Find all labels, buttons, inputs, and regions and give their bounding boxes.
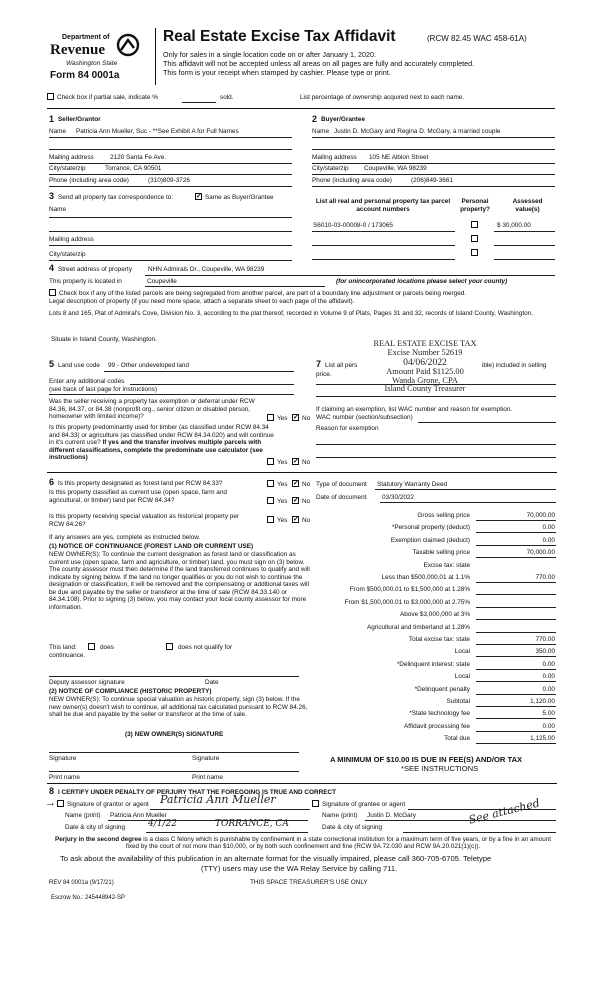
- calc-row-underline: [476, 706, 556, 707]
- buyer-phone-label: Phone (including area code): [312, 177, 392, 184]
- buyer-city-label: City/state/zip: [312, 165, 349, 172]
- underline: [312, 174, 555, 175]
- underline: [49, 217, 292, 218]
- wac-number-label: WAC number (section/subsection): [316, 414, 413, 421]
- grantee-name-label: Name (print): [322, 812, 358, 819]
- underline: [312, 163, 555, 164]
- partial-sold-label: sold.: [220, 94, 234, 101]
- no-label: No: [302, 498, 311, 505]
- section-2-title: Buyer/Grantee: [321, 116, 366, 123]
- stamp-line-4: Amount Paid $1125.00: [386, 366, 464, 376]
- corr-city-label: City/state/zip: [49, 251, 86, 258]
- exemption-question: Was the seller receiving a property tax exemption or deferral under RCW 84.36, 84.37, or 84.38 (nonprofit org., senior citizen or disabled person, homeowner with limited income)?: [49, 398, 255, 421]
- exemption-wac-note: If claiming an exemption, list WAC number and reason for exemption.: [316, 406, 513, 413]
- seller-city-label: City/state/zip: [49, 165, 86, 172]
- stamp-line-3: 04/06/2022: [403, 356, 447, 368]
- section-6-number: 6: [49, 477, 55, 487]
- timber-question: Is this property predominantly used for timber (as classified under RCW 84.34 and 84.33) or agriculture (as classified under RCW 84.34.020) and will continue in it's current use? If yes and the transfer involves multiple parcels with different classifications, complete the predominate use calculator (see instructions): [49, 424, 274, 462]
- timber-yes-checkbox[interactable]: [267, 458, 274, 465]
- grantor-date-city-label: Date & city of signing: [65, 824, 126, 831]
- underline: [312, 245, 455, 246]
- partial-sale-label: Check box if partial sale, indicate %: [57, 94, 158, 101]
- calc-row-underline: [476, 594, 556, 595]
- calc-row-value[interactable]: 70,000.00: [526, 549, 555, 557]
- current-use-no-checkbox[interactable]: [292, 497, 299, 504]
- exemption-no-checkbox[interactable]: [292, 414, 299, 421]
- buyer-name-field[interactable]: Justin D. McGary and Regina D. McGary, a married couple: [334, 128, 501, 135]
- street-address-label: Street address of property: [58, 266, 132, 273]
- buyer-phone-field[interactable]: (206)849-3661: [411, 177, 453, 184]
- section-7-number: 7: [316, 359, 322, 369]
- calc-row-underline: [476, 607, 556, 608]
- escrow-number: Escrow No.: 245448942-SP: [51, 895, 126, 901]
- underline: [49, 163, 292, 164]
- underline: [49, 186, 292, 187]
- partial-sale-checkbox[interactable]: [47, 93, 54, 100]
- forest-yes-checkbox[interactable]: [267, 480, 274, 487]
- underline: [49, 231, 292, 232]
- assessed-value-field[interactable]: $ 30,000.00: [497, 222, 531, 229]
- corr-mail-label: Mailing address: [49, 236, 94, 243]
- calc-row-label: Gross selling price: [417, 512, 470, 519]
- buyer-mail-field[interactable]: 105 NE Albion Street: [369, 154, 429, 161]
- calc-row-underline: [476, 582, 556, 583]
- underline: [49, 137, 292, 138]
- calc-row-label: From $500,000.01 to $1,500,000 at 1.28%: [349, 586, 470, 594]
- continuance-label: continuance.: [49, 652, 86, 659]
- calc-row-underline: [476, 681, 556, 682]
- notice-3-title: (3) NEW OWNER(S) SIGNATURE: [125, 731, 224, 738]
- calc-row-value[interactable]: 770.00: [535, 574, 555, 581]
- buyer-city-field[interactable]: Coupeville, WA 98239: [364, 165, 427, 172]
- personal-property-header: Personal property?: [460, 198, 490, 213]
- calc-row-label: *State technology fee: [409, 710, 470, 718]
- owner-signature-field[interactable]: [49, 752, 299, 753]
- no-label: No: [302, 415, 311, 422]
- calc-row-underline: [476, 545, 556, 546]
- underline: [145, 275, 555, 276]
- notice-1-title: (1) NOTICE OF CONTINUANCE (FOREST LAND OR CURRENT USE): [49, 543, 254, 550]
- calc-row-value[interactable]: 1,120.00: [530, 698, 555, 705]
- stamp-line-2: Excise Number 52619: [387, 347, 463, 357]
- calc-row-underline: [476, 656, 556, 657]
- subtitle-3: This form is your receipt when stamped by cashier. Please type or print.: [163, 68, 391, 77]
- divider: [47, 472, 557, 473]
- calc-row-label: Local: [454, 673, 470, 681]
- calc-row-value[interactable]: 0.00: [542, 536, 555, 544]
- section-2-number: 2: [312, 114, 318, 124]
- correspondence-label: Send all property tax correspondence to:: [58, 194, 174, 201]
- assessed-value-header: Assessed value(s): [512, 198, 543, 213]
- calc-row-label: Excise tax: state: [423, 561, 470, 569]
- ownership-note: List percentage of ownership acquired next to each name.: [300, 94, 465, 101]
- calc-row-underline: [476, 743, 556, 744]
- grantor-name-field[interactable]: Patricia Ann Mueller: [110, 812, 167, 819]
- calc-row-underline: [476, 644, 556, 645]
- located-in-field[interactable]: Coupeville: [147, 278, 177, 285]
- calc-row-label: Affidavit processing fee: [404, 722, 470, 730]
- does-label: does: [100, 644, 114, 651]
- calc-row-value[interactable]: 5.00: [542, 710, 555, 718]
- calc-row-label: Local: [454, 648, 470, 656]
- perjury-warning: Perjury in the second degree is a class C felony which is punishable by confinement in a state correctional institution for a maximum term of five years, or by a fine in an amount fixed by the court of not more than $10,000, or by both such confinement and fine (RCW 9A.72.030 and RCW 9A.20.021(1)(c)).: [55, 836, 551, 851]
- minimum-fee-note: A MINIMUM OF $10.00 IS DUE IN FEE(S) AND/OR TAX: [330, 755, 523, 764]
- grantee-signature-label: Signature of grantee or agent: [322, 801, 406, 808]
- yes-label: Yes: [277, 498, 288, 505]
- segregated-checkbox[interactable]: [49, 289, 56, 296]
- calc-row-label: Taxable selling price: [412, 549, 470, 557]
- forest-no-checkbox[interactable]: [292, 480, 299, 487]
- calc-row-underline: [476, 532, 556, 533]
- rcw-reference: (RCW 82.45 WAC 458-61A): [427, 34, 527, 43]
- revenue-logo-text: Revenue: [50, 42, 105, 58]
- header-divider: [155, 28, 156, 85]
- underline: [312, 231, 455, 232]
- underline: [494, 259, 555, 260]
- notice-1-body: NEW OWNER(S): To continue the current designation as forest land or classification as current use (open space, farm and agriculture, or timber) land, you must sign on (3) below. The county assessor must then determine if the land transferred continues to qualify and will indicate by signing below. If the land no longer qualifies or you do not wish to continue the designation or classification, it will be removed and the compensating or additional taxes will be due and payable by the seller or transferor at the time of sale (RCW 84.33.140 or 84.34.108). Prior to signing (3) below, you may contact your local county assessor for more information.: [49, 551, 310, 611]
- historic-question: Is this property receiving special valuation as historical property per RCW 84.26?: [49, 513, 240, 528]
- availability-line-2: (TTY) users may use the WA Relay Service by calling 711.: [201, 864, 398, 873]
- grantor-name-label: Name (print): [65, 812, 101, 819]
- grantee-name-field[interactable]: Justin D. McGary: [367, 812, 417, 819]
- notice-2-body: NEW OWNER(S): To continue special valuation as historic property, sign (3) below. If the new owner(s) doesn't wish to continue, all additional tax calculated pursuant to RCW 84.26, shall be due and payable by the seller or transferor at the time of sale.: [49, 696, 308, 719]
- arrow-icon: →: [45, 797, 56, 809]
- section-3-number: 3: [49, 191, 55, 201]
- parcel-number-field[interactable]: S6010-03-00008-0 / 173065: [313, 222, 393, 229]
- calc-row-label: Total excise tax: state: [408, 636, 470, 643]
- situate-text: Situate in Island County, Washington.: [51, 336, 157, 343]
- personal-property-checkbox-2[interactable]: [471, 235, 478, 242]
- stamp-line-5: Wanda Grone, CPA: [392, 375, 458, 385]
- deputy-signature-label: Deputy assessor signature: [49, 679, 125, 686]
- exemption-yes-checkbox[interactable]: [267, 414, 274, 421]
- stamp-line-6: Island County Treasurer: [384, 384, 466, 394]
- buyer-name-label: Name: [312, 128, 330, 135]
- does-not-label: does not qualify for: [178, 644, 232, 651]
- calc-row-underline: [476, 731, 556, 732]
- calc-row-value[interactable]: 0.00: [542, 722, 555, 730]
- print-name-label-1: Print name: [49, 774, 80, 781]
- underline: [380, 502, 556, 503]
- perjury-certification: I CERTIFY UNDER PENALTY OF PERJURY THAT THE FOREGOING IS TRUE AND CORRECT: [58, 789, 337, 796]
- underline: [104, 371, 294, 372]
- doc-type-label: Type of document: [316, 481, 367, 488]
- no-label: No: [302, 517, 311, 524]
- calc-row-label: *Delinquent interest: state: [396, 660, 470, 668]
- buyer-mail-label: Mailing address: [312, 154, 357, 161]
- calc-row-label: From $1,500,000.01 to $3,000,000 at 2.75%: [344, 598, 470, 606]
- deputy-signature-field[interactable]: [49, 676, 299, 677]
- underline: [49, 260, 292, 261]
- grantor-signature[interactable]: Patricia Ann Mueller: [160, 793, 276, 806]
- additional-codes-field[interactable]: [130, 384, 294, 385]
- calc-row-value[interactable]: 350.00: [535, 648, 555, 656]
- underline: [312, 137, 555, 138]
- calc-row-label: Total due: [444, 735, 470, 743]
- wac-number-field[interactable]: [418, 422, 556, 423]
- signature-label-1: Signature: [49, 755, 77, 762]
- underline: [316, 444, 556, 445]
- underline: [312, 149, 555, 150]
- historic-yes-checkbox[interactable]: [267, 516, 274, 523]
- notice-2-title: (2) NOTICE OF COMPLIANCE (HISTORIC PROPERTY): [49, 688, 212, 695]
- availability-line-1: To ask about the availability of this publication in an alternate format for the visually impaired, please call 360-705-6705. Teletype: [60, 854, 492, 863]
- signature-label-2: Signature: [192, 755, 220, 762]
- underline: [375, 489, 556, 490]
- forest-question: Is this property designated as forest land per RCW 84.33?: [58, 480, 223, 487]
- calc-row-underline: [476, 669, 556, 670]
- reason-label: Reason for exemption: [316, 425, 379, 432]
- owner-print-name-field[interactable]: [49, 771, 299, 772]
- no-label: No: [302, 459, 311, 466]
- calc-row-value[interactable]: 0.00: [542, 685, 555, 693]
- grantee-date-city-label: Date & city of signing: [322, 824, 383, 831]
- underline: [365, 820, 556, 821]
- additional-codes-note: (see back of last page for instructions): [49, 386, 157, 393]
- underline: [312, 259, 455, 260]
- personal-property-checkbox-1[interactable]: [471, 221, 478, 228]
- divider: [47, 783, 557, 784]
- calc-row-label: *Personal property (deduct): [391, 524, 470, 532]
- subtitle-1: Only for sales in a single location code on or after January 1, 2020.: [163, 50, 376, 59]
- revenue-logo-icon: [115, 33, 141, 57]
- seller-name-label: Name: [49, 128, 67, 135]
- underline: [403, 832, 556, 833]
- calc-row-underline: [476, 619, 556, 620]
- grantor-city-field[interactable]: TORRANCE, CA: [215, 819, 289, 829]
- underline: [316, 457, 556, 458]
- doc-type-field[interactable]: Statutory Warranty Deed: [377, 481, 448, 488]
- timber-question-bold: If yes and the transfer involves multiple parcels with different classifications, complete the predominate use calculator (see instructions): [49, 439, 263, 462]
- underline: [49, 174, 292, 175]
- calc-row-underline: [476, 557, 556, 558]
- underline: [146, 832, 308, 833]
- land-use-field[interactable]: 99 - Other undeveloped land: [108, 362, 190, 369]
- parcel-column-header: List all real and personal property tax parcel account numbers: [315, 198, 451, 213]
- revision-label: REV 84 0001a (9/17/21): [49, 880, 114, 886]
- calc-row-label: Less than $500,000.01 at 1.1%: [381, 574, 470, 581]
- corr-name-label: Name: [49, 206, 67, 213]
- form-number: Form 84 0001a: [50, 70, 120, 81]
- grantor-date-field[interactable]: 4/1/22: [148, 819, 177, 829]
- calc-row-value[interactable]: 70,000.00: [526, 512, 555, 519]
- calc-row-label: Subtotal: [446, 698, 470, 705]
- calc-row-label: Exemption claimed (deduct): [390, 536, 470, 544]
- calc-row-value[interactable]: 1,125.00: [530, 735, 555, 743]
- seller-mail-label: Mailing address: [49, 154, 94, 161]
- calc-row-value[interactable]: 0.00: [542, 673, 555, 681]
- underline: [494, 245, 555, 246]
- stamp-line-1: REAL ESTATE EXCISE TAX: [373, 339, 477, 348]
- personal-property-label-c: price.: [316, 371, 332, 378]
- instructions-note: If any answers are yes, complete as instructed below.: [49, 534, 201, 541]
- land-use-label: Land use code: [58, 362, 100, 369]
- yes-label: Yes: [277, 517, 288, 524]
- located-in-label: This property is located in: [49, 278, 122, 285]
- dept-label: Department of: [62, 34, 110, 41]
- section-1-number: 1: [49, 114, 55, 124]
- no-label: No: [302, 481, 311, 488]
- underline: [316, 396, 556, 397]
- street-address-field[interactable]: NHN Admirals Dr., Coupeville, WA 98239: [148, 266, 265, 273]
- calc-row-label: Above $3,000,000 at 3%: [400, 611, 470, 619]
- calc-row-value[interactable]: 770.00: [535, 636, 555, 643]
- calc-row-underline: [476, 520, 556, 521]
- legal-description-field[interactable]: Lots 8 and 165, Plat of Admiral's Cove, Division No. 3, according to the plat thereof, recorded in Volume 9 of Plats, Pages 31 and 32, records of Island County, Washington.: [49, 310, 533, 317]
- historic-no-checkbox[interactable]: [292, 516, 299, 523]
- yes-label: Yes: [277, 459, 288, 466]
- timber-no-checkbox[interactable]: [292, 458, 299, 465]
- underline: [150, 809, 310, 810]
- underline: [49, 245, 292, 246]
- grantor-sign-marker: [57, 800, 64, 807]
- yes-label: Yes: [277, 415, 288, 422]
- personal-property-label-a: List all pers: [325, 362, 358, 369]
- this-land-label: This land:: [49, 644, 77, 651]
- segregated-label: Check box if any of the listed parcels are being segregated from another parcel, are part of a boundary line adjustment or parcels being merged.: [59, 290, 467, 297]
- underline: [49, 394, 294, 395]
- calc-row-underline: [476, 694, 556, 695]
- doc-date-label: Date of document: [316, 494, 367, 501]
- grantee-signature[interactable]: See attached: [467, 796, 542, 827]
- divider: [47, 108, 555, 109]
- page-title: Real Estate Excise Tax Affidavit: [163, 28, 396, 45]
- yes-label: Yes: [277, 481, 288, 488]
- partial-percent-field[interactable]: [182, 102, 216, 103]
- seller-name-field[interactable]: Patricia Ann Mueller, Suc - **See Exhibit A for Full Names: [76, 128, 239, 135]
- calc-row-label: Agricultural and timberland at 1.28%: [366, 623, 470, 631]
- legal-description-label: Legal description of property (if you need more space, attach a separate sheet to each page of the affidavit).: [49, 298, 355, 305]
- grantee-sign-marker: [312, 800, 319, 807]
- section-4-number: 4: [49, 263, 55, 273]
- treasurer-use-label: THIS SPACE TREASURER'S USE ONLY: [250, 879, 368, 886]
- calc-row-label: *Delinquent penalty: [414, 685, 470, 693]
- seller-phone-label: Phone (including area code): [49, 177, 129, 184]
- seller-mail-field[interactable]: 2120 Santa Fe Ave.: [110, 154, 167, 161]
- calc-row-value[interactable]: 0.00: [542, 660, 555, 668]
- see-instructions-note: *SEE INSTRUCTIONS: [401, 764, 479, 773]
- does-checkbox[interactable]: [88, 643, 95, 650]
- current-use-question: Is this property classified as current use (open space, farm and agricultural, or timber) land per RCW 84.34?: [49, 489, 227, 504]
- section-1-title: Seller/Grantor: [58, 116, 101, 123]
- underline: [494, 231, 555, 232]
- print-name-label-2: Print name: [192, 774, 223, 781]
- underline: [316, 384, 556, 385]
- calc-row-underline: [476, 632, 556, 633]
- doc-date-field[interactable]: 03/30/2022: [382, 494, 414, 501]
- deputy-date-label: Date: [205, 679, 219, 686]
- calc-row-value[interactable]: 0.00: [542, 524, 555, 532]
- current-use-yes-checkbox[interactable]: [267, 497, 274, 504]
- underline: [145, 286, 325, 287]
- grantor-signature-label: Signature of grantor or agent: [67, 801, 149, 808]
- additional-codes-label: Enter any additional codes: [49, 378, 125, 385]
- calc-row-underline: [476, 718, 556, 719]
- personal-property-label-b: ible) included in selling: [482, 362, 547, 369]
- underline: [312, 186, 555, 187]
- same-as-buyer-checkbox[interactable]: [195, 193, 202, 200]
- personal-property-checkbox-3[interactable]: [471, 249, 478, 256]
- does-not-checkbox[interactable]: [166, 643, 173, 650]
- located-note: (for unincorporated locations please select your county): [336, 278, 508, 285]
- seller-city-field[interactable]: Torrance, CA 90501: [105, 165, 162, 172]
- section-5-number: 5: [49, 359, 55, 369]
- subtitle-2: This affidavit will not be accepted unless all areas on all pages are fully and accurately completed.: [163, 59, 475, 68]
- underline: [49, 149, 292, 150]
- state-label: Washington State: [66, 60, 118, 67]
- seller-phone-field[interactable]: (310)809-3726: [148, 177, 190, 184]
- section-8-number: 8: [49, 786, 55, 796]
- same-as-buyer-label: Same as Buyer/Grantee: [205, 194, 274, 201]
